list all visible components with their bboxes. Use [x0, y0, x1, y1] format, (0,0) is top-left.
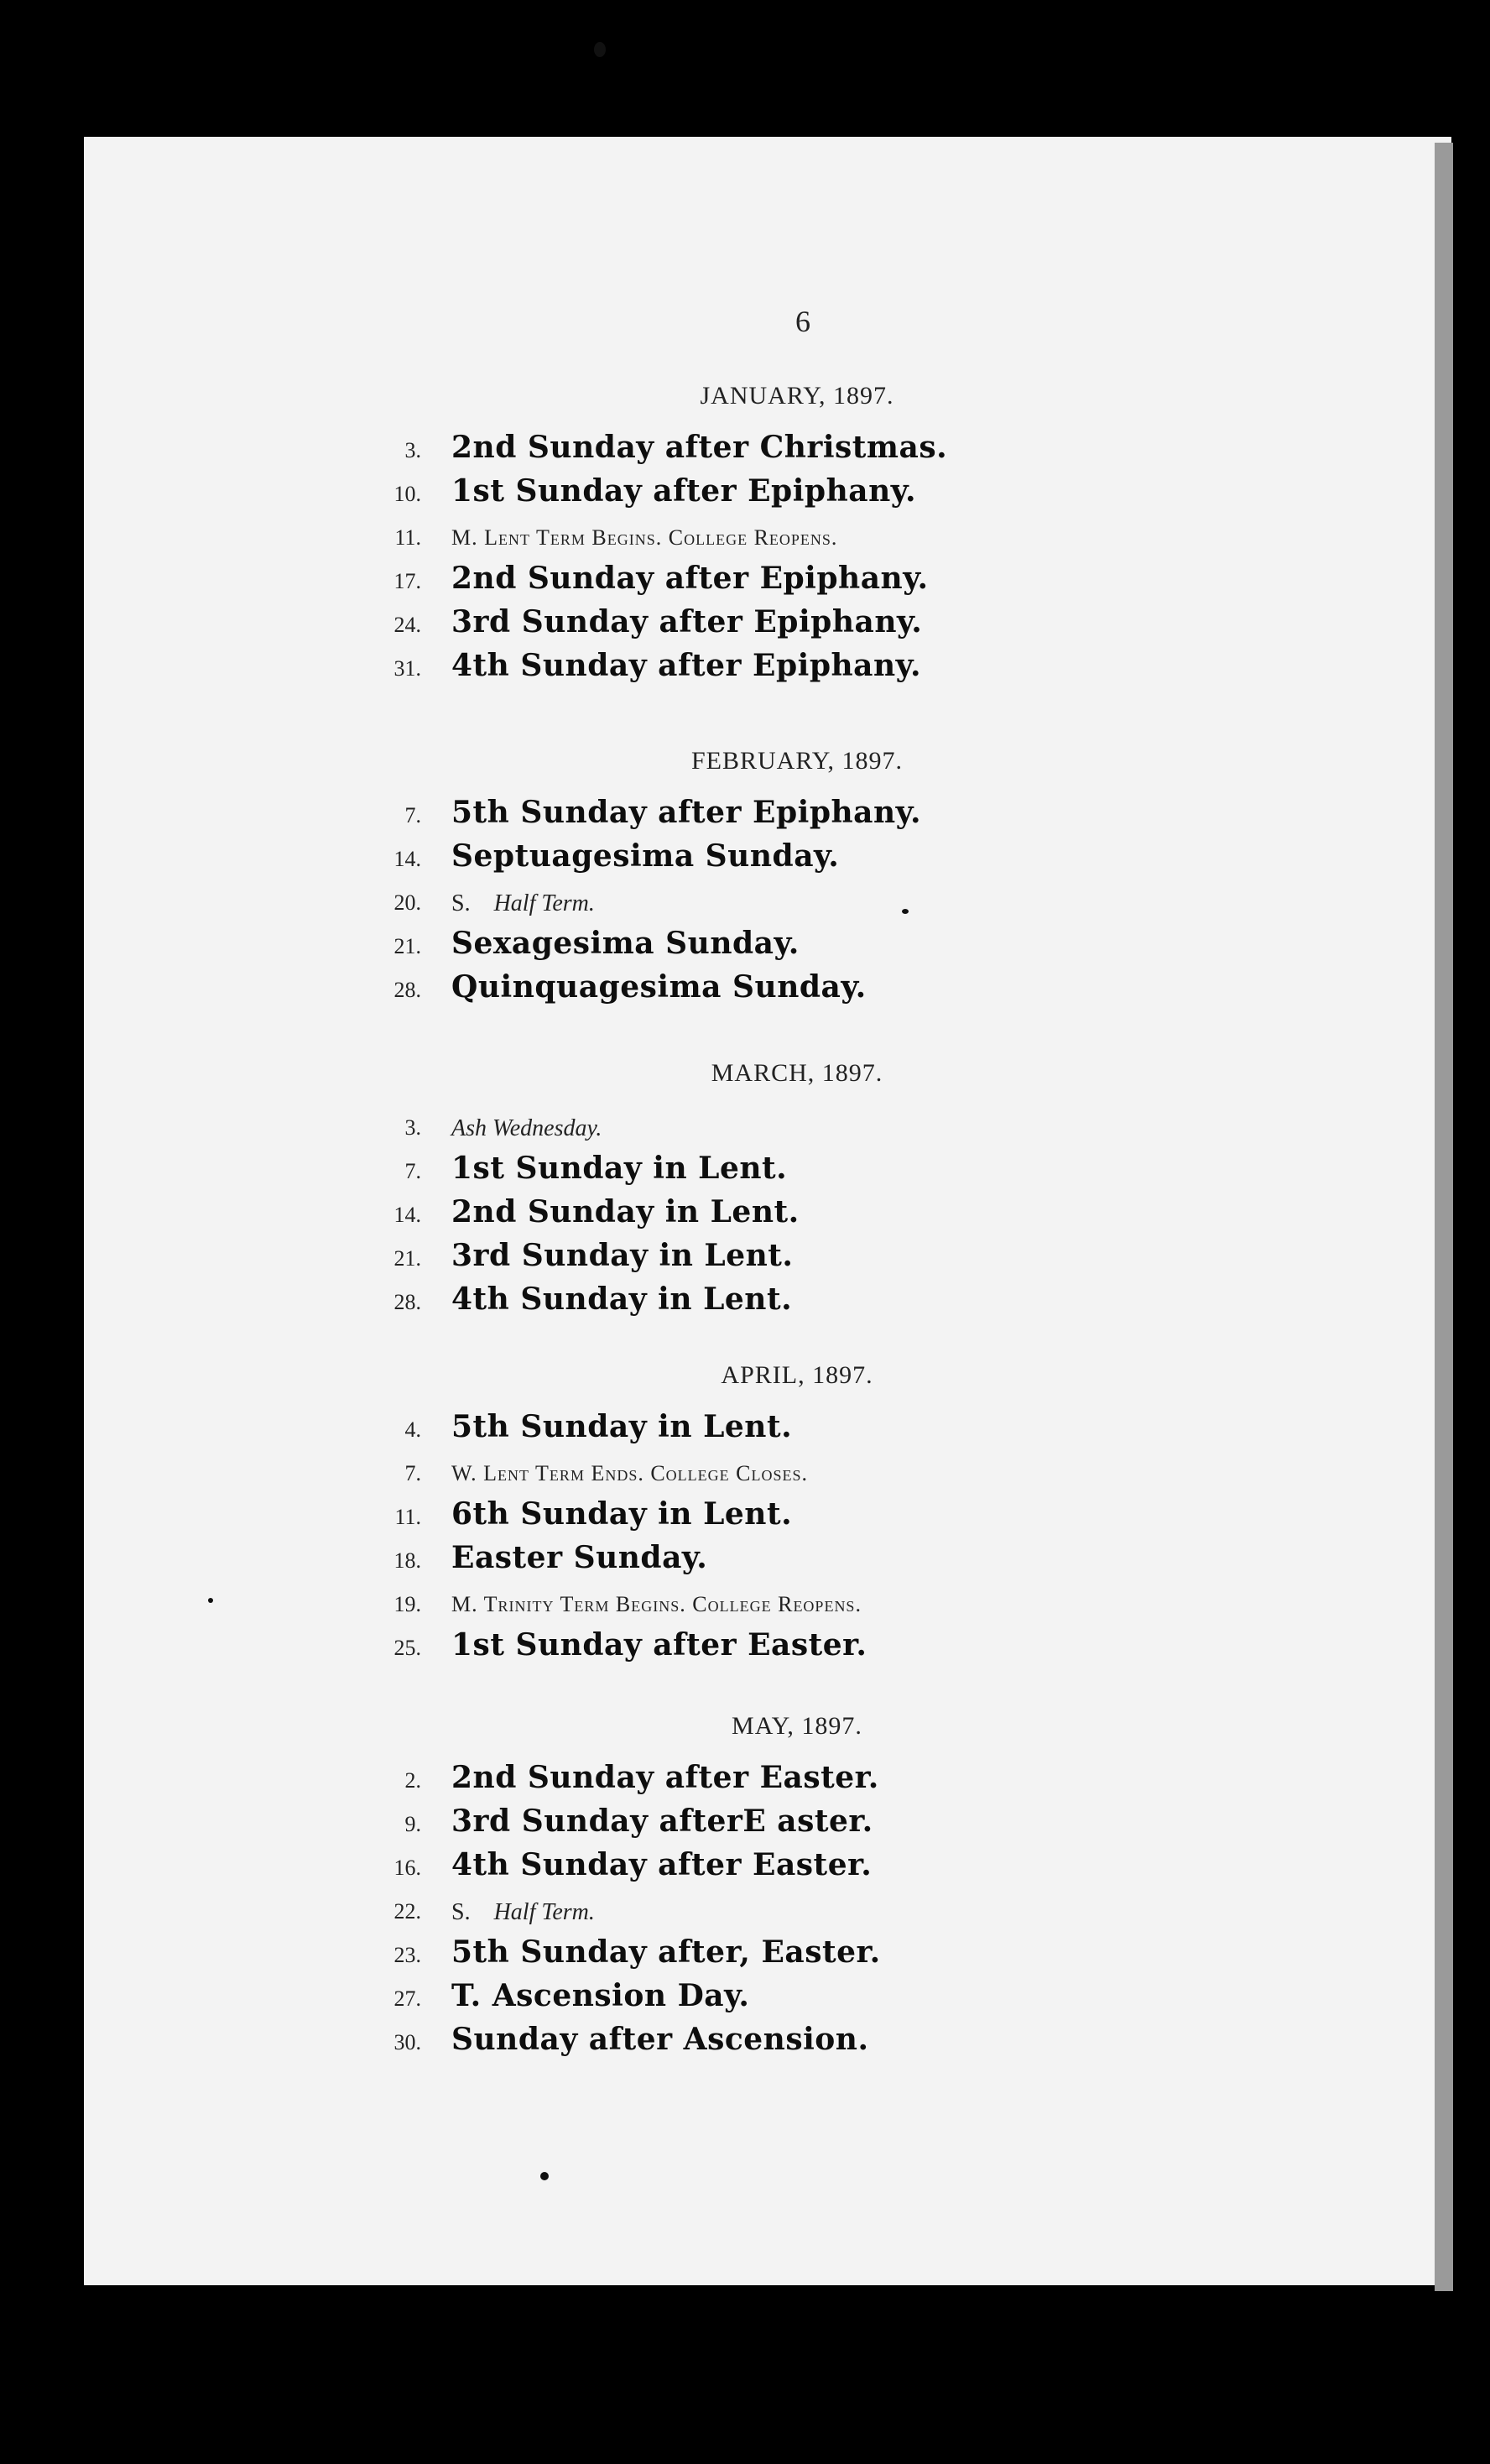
- month-heading: MAY, 1897.: [732, 1712, 862, 1740]
- page-number: 6: [795, 305, 810, 338]
- day-number: 4.: [404, 1417, 421, 1442]
- event-label: Sexagesima Sunday.: [451, 926, 800, 961]
- event-label: 3rd Sunday afterE aster.: [451, 1804, 873, 1839]
- event-label: M. Lent Term Begins. College Reopens.: [451, 525, 838, 550]
- event-label: 4th Sunday after Epiphany.: [451, 648, 921, 683]
- event-label: W. Lent Term Ends. College Closes.: [451, 1461, 809, 1485]
- page-edge-shadow: [1435, 143, 1453, 2291]
- event-label: Sunday after Ascension.: [451, 2022, 869, 2057]
- day-number: 22.: [393, 1899, 421, 1924]
- event-label: 5th Sunday after Epiphany.: [451, 795, 921, 830]
- day-number: 25.: [393, 1636, 421, 1660]
- event-label: M. Trinity Term Begins. College Reopens.: [451, 1592, 862, 1616]
- day-number: 11.: [394, 1505, 421, 1529]
- event-label: 2nd Sunday in Lent.: [451, 1194, 800, 1229]
- event-label: 5th Sunday in Lent.: [451, 1409, 793, 1444]
- month-heading: MARCH, 1897.: [711, 1059, 883, 1087]
- event-label: Easter Sunday.: [451, 1540, 708, 1575]
- event-label: Quinquagesima Sunday.: [451, 969, 867, 1005]
- ink-speck: [540, 2172, 549, 2180]
- day-number: 3.: [404, 438, 421, 462]
- day-number: 14.: [393, 847, 421, 871]
- ink-speck: [208, 1598, 213, 1603]
- day-number: 31.: [393, 656, 421, 681]
- day-number: 24.: [393, 613, 421, 637]
- day-number: 9.: [404, 1812, 421, 1836]
- day-number: 30.: [393, 2030, 421, 2054]
- day-number: 20.: [393, 890, 421, 915]
- event-text: [451, 890, 595, 917]
- day-number: 7.: [404, 1159, 421, 1183]
- day-number: 10.: [393, 482, 421, 506]
- day-number: 11.: [394, 525, 421, 550]
- month-heading: JANUARY, 1897.: [700, 382, 894, 410]
- event-label: 3rd Sunday in Lent.: [451, 1238, 794, 1273]
- day-number: 16.: [393, 1856, 421, 1880]
- event-label: 2nd Sunday after Easter.: [451, 1760, 879, 1795]
- ink-speck: [902, 909, 909, 914]
- day-number: 28.: [393, 978, 421, 1002]
- day-number: 27.: [393, 1986, 421, 2011]
- day-number: 23.: [393, 1943, 421, 1967]
- weekday-prefix: S.: [451, 1899, 471, 1925]
- day-number: 3.: [404, 1115, 421, 1140]
- event-label: Ash Wednesday.: [451, 1115, 602, 1141]
- event-label: 4th Sunday in Lent.: [451, 1282, 793, 1317]
- event-label: Half Term.: [493, 890, 595, 916]
- day-number: 18.: [393, 1548, 421, 1573]
- event-label: Septuagesima Sunday.: [451, 838, 840, 874]
- event-label: 1st Sunday in Lent.: [451, 1151, 788, 1186]
- event-text: [451, 1899, 595, 1926]
- day-number: 14.: [393, 1203, 421, 1227]
- day-number: 21.: [393, 934, 421, 958]
- event-label: 6th Sunday in Lent.: [451, 1496, 793, 1532]
- day-number: 7.: [404, 803, 421, 827]
- month-heading: FEBRUARY, 1897.: [690, 747, 903, 775]
- event-label: 1st Sunday after Epiphany.: [451, 473, 917, 509]
- event-label: 1st Sunday after Easter.: [451, 1627, 867, 1663]
- weekday-prefix: S.: [451, 890, 471, 916]
- day-number: 17.: [393, 569, 421, 593]
- ink-speck: [594, 42, 606, 57]
- day-number: 28.: [393, 1290, 421, 1314]
- day-number: 19.: [393, 1592, 421, 1616]
- event-label: T. Ascension Day.: [451, 1978, 750, 2013]
- event-label: 2nd Sunday after Christmas.: [451, 430, 948, 465]
- month-heading: APRIL, 1897.: [721, 1361, 873, 1389]
- event-label: 4th Sunday after Easter.: [451, 1847, 873, 1882]
- event-text: [451, 1115, 602, 1142]
- event-label: 2nd Sunday after Epiphany.: [451, 561, 929, 596]
- day-number: 7.: [404, 1461, 421, 1485]
- event-label: 3rd Sunday after Epiphany.: [451, 604, 923, 639]
- day-number: 21.: [393, 1246, 421, 1271]
- day-number: 2.: [404, 1768, 421, 1793]
- event-label: Half Term.: [493, 1899, 595, 1925]
- event-label: 5th Sunday after, Easter.: [451, 1934, 881, 1970]
